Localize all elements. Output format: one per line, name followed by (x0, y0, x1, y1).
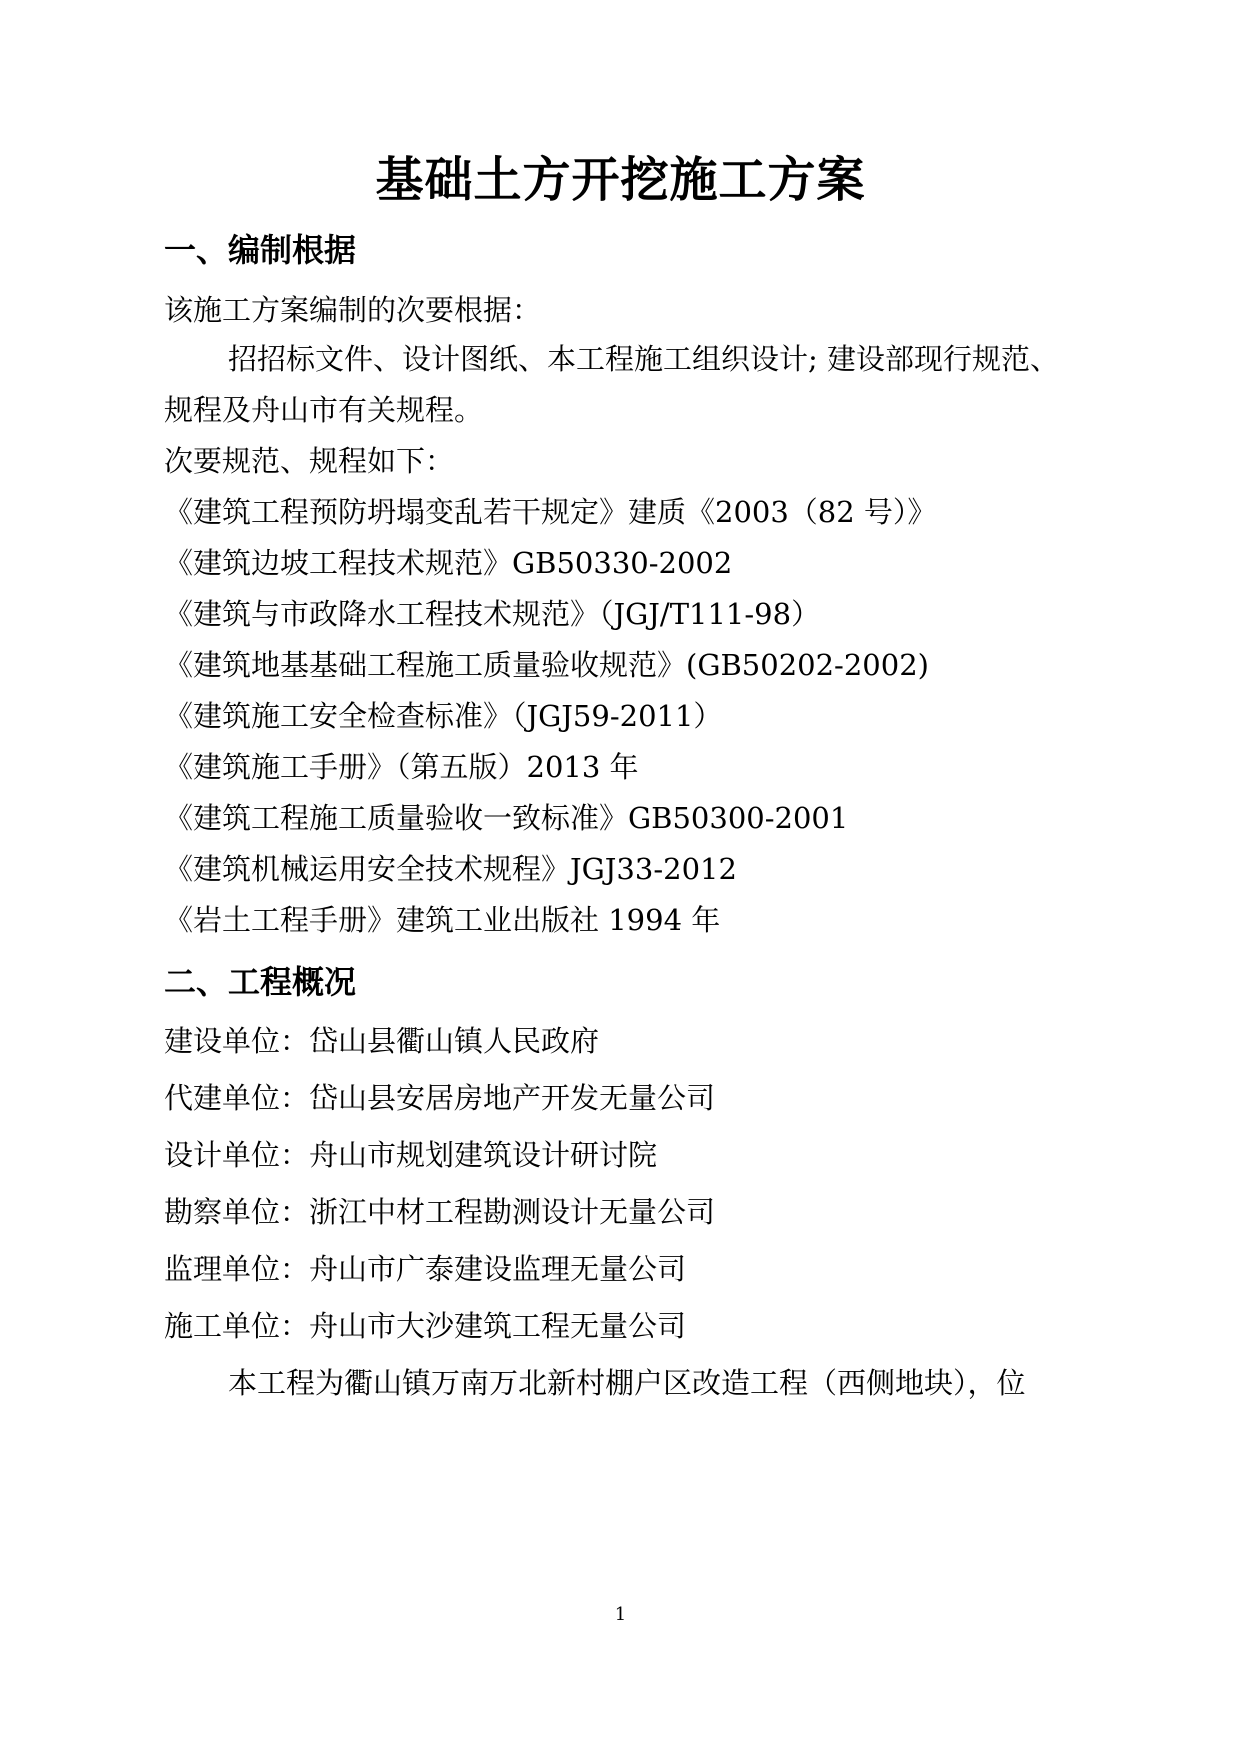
standard-item: 《建筑边坡工程技术规范》GB50330-2002 (164, 546, 733, 580)
standard-item: 《建筑施工手册》（第五版）2013 年 (164, 750, 639, 784)
unit-line: 勘察单位：浙江中材工程勘测设计无量公司 (164, 1195, 716, 1229)
standard-item: 《建筑机械运用安全技术规程》JGJ33-2012 (164, 852, 737, 886)
section-heading-overview: 二、工程概况 (164, 963, 357, 1001)
standard-item: 《岩土工程手册》建筑工业出版社 1994 年 (164, 903, 721, 937)
section-heading-basis: 一、编制根据 (164, 231, 357, 269)
standard-item: 《建筑地基基础工程施工质量验收规范》(GB50202-2002) (164, 648, 929, 682)
standard-item: 《建筑工程施工质量验收一致标准》GB50300-2001 (164, 801, 849, 835)
basis-paragraph-line: 规程及舟山市有关规程。 (164, 393, 484, 427)
standard-item: 《建筑与市政降水工程技术规范》（JGJ/T111-98） (164, 597, 821, 631)
unit-line: 建设单位：岱山县衢山镇人民政府 (164, 1024, 600, 1058)
unit-line: 监理单位：舟山市广泰建设监理无量公司 (164, 1252, 687, 1286)
project-description-line: 本工程为衢山镇万南万北新村棚户区改造工程（西侧地块），位 (228, 1366, 1026, 1400)
unit-line: 施工单位：舟山市大沙建筑工程无量公司 (164, 1309, 687, 1343)
unit-line: 设计单位：舟山市规划建筑设计研讨院 (164, 1138, 658, 1172)
standard-item: 《建筑施工安全检查标准》（JGJ59-2011） (164, 699, 723, 733)
basis-paragraph-line: 招招标文件、设计图纸、本工程施工组织设计; 建设部现行规范、 (228, 342, 1059, 376)
unit-line: 代建单位：岱山县安居房地产开发无量公司 (164, 1081, 716, 1115)
page-title: 基础土方开挖施工方案 (375, 152, 866, 208)
standards-intro: 次要规范、规程如下： (164, 444, 455, 478)
standard-item: 《建筑工程预防坍塌变乱若干规定》建质《2003（82 号）》 (164, 495, 937, 529)
page-number: 1 (614, 1604, 627, 1625)
basis-intro: 该施工方案编制的次要根据： (164, 293, 542, 327)
